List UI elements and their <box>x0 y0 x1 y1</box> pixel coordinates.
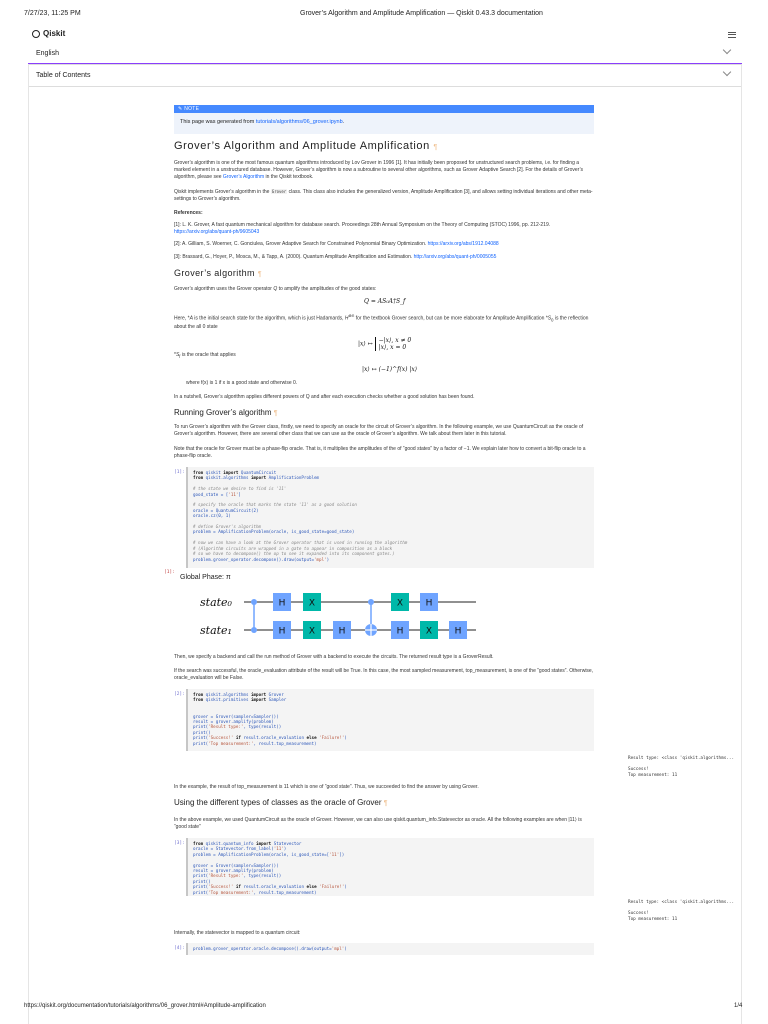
reference-1: [1]: L. K. Grover, A fast quantum mechanical algorithm for database search. Proceedings 28th Annual Symposium on the Theory of Computing (STOC) 1996, pp. 212-219. https://arxiv.org/abs/quant-ph/9605043 <box>174 222 551 235</box>
permalink-icon[interactable]: ¶ <box>433 144 438 151</box>
footer-url: https://qiskit.org/documentation/tutorials/algorithms/06_grover.html#Amplitude-amplification <box>24 1003 266 1009</box>
output-3-text: Result type: <class 'qiskit.algorithms... Success! Top measurement: 11 <box>628 900 735 922</box>
cx-control-dot <box>368 599 374 605</box>
footer-page-number: 1/4 <box>734 1003 743 1009</box>
code-cell-1[interactable] <box>186 467 594 568</box>
print-datetime: 7/27/23, 11:25 PM <box>24 10 81 17</box>
section-heading-classes: Using the different types of classes as the oracle of Grover ¶ <box>174 798 388 807</box>
gate-label: H <box>278 626 286 637</box>
qiskit-logo-icon <box>32 30 40 38</box>
section-heading-running: Running Grover’s algorithm ¶ <box>174 408 278 417</box>
running-paragraph-1: To run Grover’s algorithm with the Grover class, firstly, we need to specify an oracle for the circuit of Grover’s algorithm. In the following example, we use QuantumCircuit as the oracle of Grover’s algorithm. However, there are several other class that we can use as the oracle of Grover’s algorithm. We talk about them later in this tutorial. <box>174 424 584 437</box>
references-title: References: <box>174 210 203 216</box>
global-phase-label: Global Phase: π <box>180 574 231 581</box>
cz-control-dot <box>251 599 257 605</box>
code-cell-3[interactable] <box>186 838 594 896</box>
note-admonition <box>174 105 594 134</box>
toc-label: Table of Contents <box>36 72 91 79</box>
textbook-link[interactable]: Grover’s Algorithm <box>222 174 265 180</box>
qubit-1-label: state₁ <box>200 624 232 637</box>
running-paragraph-5: In the example, the result of top_measurement is 11 which is one of “good state”. Thus, we succeeded to find the answer by using Grover. <box>174 784 479 790</box>
gate-label: H <box>338 626 346 637</box>
grover-paragraph-1: Grover’s algorithm uses the Grover operator Q to amplify the amplitudes of the good states: <box>174 286 377 292</box>
classes-paragraph-2: Internally, the statevector is mapped to a quantum circuit: <box>174 930 301 936</box>
grover-paragraph-5: In a nutshell, Grover’s algorithm applies different powers of Q and after each execution checks whether a good solution has been found. <box>174 394 475 400</box>
code-cell-2-source: from qiskit.algorithms import Grover from qiskit.primitives import Sampler grover = Grover(sampler=Sampler()) result = grover.amplify(problem) print('Result type:', type(result)) print() print('Success!' if result.oracle_evaluation else 'Failure!') print('Top measurement:', result.top_measurement) <box>193 692 347 746</box>
note-text: This page was generated from tutorials/algorithms/06_grover.ipynb. <box>180 119 345 125</box>
gate-label: H <box>278 598 286 609</box>
intro-paragraph-1: Grover’s algorithm is one of the most famous quantum algorithms introduced by Lov Grover in 1996 [1]. It has initially been proposed for unstructured search problems, i.e. for finding a marked element in a unstructured database. However, Grover’s algorithm is now a subroutine to several other algorithms, such as Grover Adaptive Search [2]. For the details of Grover’s algorithm, please see Grover’s Algorithm in the Qiskit textbook. <box>174 160 583 180</box>
print-doc-title: Grover’s Algorithm and Amplitude Amplification — Qiskit 0.43.3 documentation <box>300 10 543 17</box>
grover-operator-circuit <box>196 586 486 646</box>
permalink-icon[interactable]: ¶ <box>257 271 262 278</box>
chevron-down-icon <box>723 46 731 54</box>
section-heading-grover: Grover’s algorithm ¶ <box>174 268 262 278</box>
running-paragraph-2: Note that the oracle for Grover must be a phase-flip oracle. That is, it multiplies the amplitudes of the of “good states” by a factor of −1. We explain later how to convert a bit-flip oracle to a phase-flip oracle. <box>174 446 586 459</box>
content-left-border <box>28 64 29 1024</box>
cz-target-dot <box>251 627 257 633</box>
equation-reflection: |x⟩ ↦ −|x⟩, x ≠ 0 |x⟩, x = 0 <box>358 337 412 351</box>
cell-2-label: [2]: <box>174 692 185 697</box>
code-cell-1-source: from qiskit import QuantumCircuit from qiskit.algorithms import AmplificationProblem # the state we desire to find is '11' good_state = ['11'] # specify the oracle that marks the state '11' as a good solution oracle = QuantumCircuit(2) oracle.cz(0, 1) # define Grover's algorithm problem = AmplificationProblem(oracle, is_good_state=good_state) # now we can have a look at the Grover operator that is used in running the algorithm # (Algorithm circuits are wrapped in a gate to appear in composition as a block # so we have to decompose() the op to see it expanded into its component gates.) problem.grover_operator.decompose().draw(output='mpl') <box>193 470 408 562</box>
reference-3-link[interactable]: http://arxiv.org/abs/quant-ph/0005055 <box>413 254 497 260</box>
gate-label: H <box>425 598 433 609</box>
code-cell-4-source: problem.grover_operator.oracle.decompose().draw(output='mpl') <box>193 946 347 951</box>
output-2-text: Result type: <class 'qiskit.algorithms... Success! Top measurement: 11 <box>628 756 735 778</box>
note-label: ✎ NOTE <box>174 105 594 113</box>
language-selector[interactable] <box>28 42 742 65</box>
gate-label: X <box>425 626 433 637</box>
hamburger-menu-icon[interactable] <box>728 30 736 39</box>
equation-oracle: |x⟩ ↦ (−1)^f(x) |x⟩ <box>362 366 418 373</box>
gate-label: X <box>396 598 404 609</box>
gate-label: X <box>308 598 316 609</box>
permalink-icon[interactable]: ¶ <box>273 410 278 417</box>
cell-3-label: [3]: <box>174 841 185 846</box>
reference-1-link[interactable]: https://arxiv.org/abs/quant-ph/9605043 <box>174 229 260 235</box>
qubit-0-label: state₀ <box>200 596 232 609</box>
content-right-border <box>741 64 742 1024</box>
gate-label: H <box>396 626 404 637</box>
cell-4-label: [4]: <box>174 946 185 951</box>
classes-paragraph-1: In the above example, we used QuantumCircuit as the oracle of Grover. However, we can also use qiskit.quantum_info.Statevector as oracle. All the following examples are when |11⟩ is “good state” <box>174 817 582 830</box>
page-title: Grover’s Algorithm and Amplitude Amplification ¶ <box>174 140 438 152</box>
reference-2: [2]: A. Gilliam, S. Woerner, C. Gonciulea, Grover Adaptive Search for Constrained Polynomial Binary Optimization. https://arxiv.org/abs/1912.04088 <box>174 241 499 247</box>
qiskit-logo-text: Qiskit <box>43 29 66 38</box>
grover-paragraph-4: where f(x) is 1 if x is a good state and otherwise 0. <box>186 380 298 386</box>
language-label: English <box>36 50 59 57</box>
notebook-link[interactable]: tutorials/algorithms/06_grover.ipynb <box>255 119 343 125</box>
table-of-contents-toggle[interactable] <box>28 64 742 87</box>
intro-paragraph-2: Qiskit implements Grover’s algorithm in the Grover class. This class also includes the generalized version, Amplitude Amplification [3], and allows setting individual iterations and other meta-settings to Grover’s algorithm. <box>174 189 593 202</box>
reference-3: [3]: Brassard, G., Hoyer, P., Mosca, M., & Tapp, A. (2000). Quantum Amplitude Amplification and Estimation. http://arxiv.org/abs/quant-ph/0005055 <box>174 254 497 260</box>
code-cell-3-source: from qiskit.quantum_info import Statevector oracle = Statevector.from_label('11') problem = AmplificationProblem(oracle, is_good_state=['11']) grover = Grover(sampler=Sampler()) result = grover.amplify(problem) print('Result type:', type(result)) print() print('Success!' if result.oracle_evaluation else 'Failure!') print('Top measurement:', result.top_measurement) <box>193 841 347 895</box>
reference-2-link[interactable]: https://arxiv.org/abs/1912.04088 <box>427 241 499 247</box>
grover-paragraph-2: Here, *A is the initial search state for the algorithm, which is just Hadamards, $H^{\otimes n}$ for the textbook Grover search, but can be more elaborate for Amplitude Amplification $*S_0$ is the reflection about the all 0 state <box>174 313 589 330</box>
code-cell-2[interactable] <box>186 689 594 751</box>
output-1-label: [1]: <box>164 570 175 575</box>
gate-label: H <box>454 626 462 637</box>
running-paragraph-3: Then, we specify a backend and call the run method of Grover with a backend to execute the circuits. The returned result type is a GroverResult. <box>174 654 494 660</box>
gate-label: X <box>308 626 316 637</box>
equation-grover-operator: Q = AS₀A†S_f <box>364 298 406 305</box>
grover-paragraph-3: $*S_f$ is the oracle that applies <box>174 352 236 359</box>
code-cell-4[interactable] <box>186 943 594 955</box>
chevron-down-icon <box>723 68 731 76</box>
qiskit-logo[interactable] <box>32 29 65 38</box>
cell-1-label: [1]: <box>174 470 185 475</box>
running-paragraph-4: If the search was successful, the oracle_evaluation attribute of the result will be True. In this case, the most sampled measurement, top_measurement, is one of the “good states”. Otherwise, oracle_evaluation will be False. <box>174 668 594 681</box>
permalink-icon[interactable]: ¶ <box>383 800 388 807</box>
